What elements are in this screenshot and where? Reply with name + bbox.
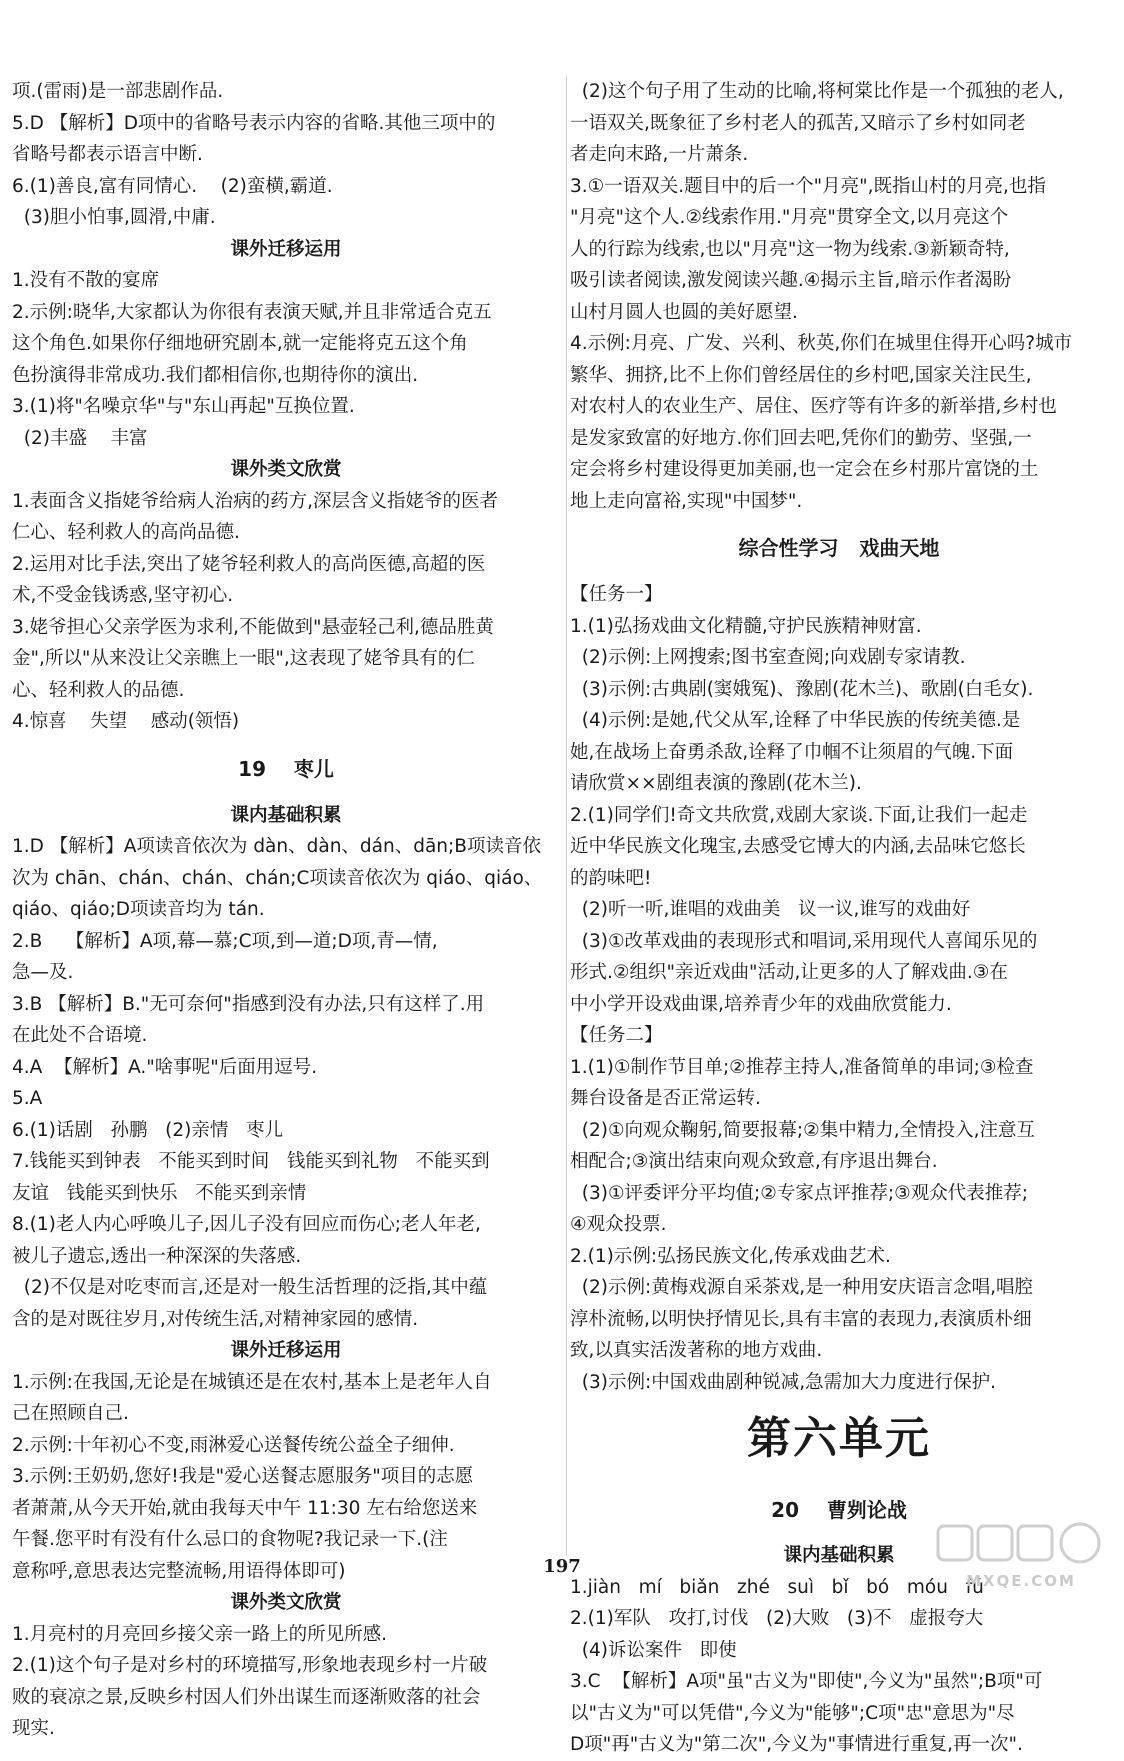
section-heading: 课外类文欣赏 [230, 459, 342, 480]
answer-line: 2.(1)军队 攻打,讨伐 (2)大败 (3)不 虚报夸大 [570, 1608, 984, 1629]
answer-line: 2.示例:十年初心不变,雨淋爱心送餐传统公益全子细伸. [12, 1434, 455, 1456]
answer-line: 1.示例:在我国,无论是在城镇还是在农村,基本上是老年人自 [12, 1371, 492, 1393]
answer-line: 形式.②组织"亲近戏曲"活动,让更多的人了解戏曲.③在 [570, 962, 1008, 983]
answer-line: 她,在战场上奋勇杀敌,诠释了巾帼不让须眉的气魄.下面 [570, 741, 1014, 763]
answer-line: 含的是对既往岁月,对传统生活,对精神家园的感情. [12, 1308, 419, 1330]
answer-line: ④观众投票. [570, 1214, 667, 1235]
right-column [570, 76, 1108, 1761]
answer-line: 1.D 【解析】A项读音依次为 dàn、dàn、dán、dān;B项读音依 [12, 836, 541, 857]
watermark-text: MXQE.COM [966, 1572, 1076, 1590]
answer-line: (2)①向观众鞠躬,简要报幕;②集中精力,全情投入,注意互 [570, 1119, 1036, 1141]
answer-line: 色扮演得非常成功.我们都相信你,也期待你的演出. [12, 364, 419, 386]
answer-line: 一语双关,既象征了乡村老人的孤苦,又暗示了乡村如同老 [570, 112, 1026, 134]
answer-line: "月亮"这个人.②线索作用."月亮"贯穿全文,以月亮这个 [570, 207, 1009, 228]
answer-line: 2.运用对比手法,突出了姥爷轻利救人的高尚医德,高超的医 [12, 553, 486, 575]
answer-line: 术,不受金钱诱惑,坚守初心. [12, 585, 234, 606]
answer-line: (2)这个句子用了生动的比喻,将柯棠比作是一个孤独的老人, [570, 81, 1064, 102]
answer-line: 6.(1)话剧 孙鹏 (2)亲情 枣儿 [12, 1119, 283, 1141]
answer-line: qiáo、qiáo;D项读音均为 tán. [12, 899, 265, 920]
answer-line: 3.①一语双关.题目中的后一个"月亮",既指山村的月亮,也指 [570, 175, 1046, 197]
answer-line: (2)丰盛 丰富 [12, 427, 148, 449]
answer-line: 5.D 【解析】D项中的省略号表示内容的省略.其他三项中的 [12, 112, 496, 134]
answer-line: 3.姥爷担心父亲学医为求利,不能做到"悬壶轻己利,德品胜黄 [12, 616, 494, 638]
answer-line: 2.(1)这个句子是对乡村的环境描写,形象地表现乡村一片破 [12, 1655, 488, 1676]
answer-line: 1.jiàn mí biǎn zhé suì bǐ bó móu fú [570, 1576, 984, 1598]
answer-line: 这个角色.如果你仔细地研究剧本,就一定能将克五这个角 [12, 333, 468, 354]
unit-title: 第六单元 [747, 1413, 931, 1464]
answer-line: (3)示例:古典剧(窦娥冤)、豫剧(花木兰)、歌剧(白毛女). [570, 678, 1034, 700]
answer-line: 【任务二】 [570, 1025, 663, 1046]
answer-line: (3)胆小怕事,圆滑,中庸. [12, 207, 216, 228]
section-heading: 课外迁移运用 [230, 1340, 342, 1361]
answer-line: 者走向末路,一片萧条. [570, 144, 749, 165]
answer-line: 在此处不合语境. [12, 1025, 148, 1046]
answer-line: 2.(1)示例:弘扬民族文化,传承戏曲艺术. [570, 1245, 891, 1267]
answer-line: 以"古义为"可以凭借",今义为"能够";C项"忠"意思为"尽 [570, 1702, 1015, 1724]
answer-line: 舞台设备是否正常运转. [570, 1088, 761, 1109]
answer-line: 对农村人的农业生产、居住、医疗等有许多的新举措,乡村也 [570, 396, 1057, 417]
answer-line: 是发家致富的好地方.你们回去吧,凭你们的勤劳、坚强,一 [570, 427, 1032, 449]
answer-line: (2)示例:黄梅戏源自采茶戏,是一种用安庆语言念唱,唱腔 [570, 1277, 1033, 1298]
answer-line: 地上走向富裕,实现"中国梦". [570, 490, 803, 512]
answer-line: 被儿子遗忘,透出一种深深的失落感. [12, 1245, 302, 1267]
answer-line: (2)听一听,谁唱的戏曲美 议一议,谁写的戏曲好 [570, 899, 971, 920]
answer-line: 7.钱能买到钟表 不能买到时间 钱能买到礼物 不能买到 [12, 1151, 490, 1172]
answer-line: 3.B 【解析】B."无可奈何"指感到没有办法,只有这样了.用 [12, 993, 485, 1015]
answer-line: 山村月圆人也圆的美好愿望. [570, 301, 798, 323]
answer-line: 4.惊喜 失望 感动(领悟) [12, 711, 240, 732]
answer-line: 败的衰凉之景,反映乡村因人们外出谋生而逐渐败落的社会 [12, 1686, 481, 1708]
lesson-title: 20 曹刿论战 [771, 1498, 907, 1522]
left-column [12, 76, 560, 1745]
page-number: 197 [543, 1556, 581, 1577]
answer-line: 致,以真实活泼著称的地方戏曲. [570, 1340, 823, 1361]
answer-line: 友谊 钱能买到快乐 不能买到亲情 [12, 1182, 307, 1204]
answer-line: 心、轻利救人的品德. [12, 679, 185, 701]
answer-line: 3.C 【解析】A项"虽"古义为"即使",今义为"虽然";B项"可 [570, 1671, 1043, 1692]
answer-line: 3.(1)将"名噪京华"与"东山再起"互换位置. [12, 396, 355, 417]
answer-line: 2.示例:晓华,大家都认为你很有表演天赋,并且非常适合克五 [12, 301, 492, 323]
answer-line: 定会将乡村建设得更加美丽,也一定会在乡村那片富饶的土 [570, 459, 1039, 480]
answer-line: 相配合;③演出结束向观众致意,有序退出舞台. [570, 1151, 938, 1172]
answer-line: 1.没有不散的宴席 [12, 270, 160, 291]
lesson-title: 19 枣儿 [238, 756, 334, 781]
watermark-logo [932, 1522, 1110, 1592]
answer-line: 人的行踪为线索,也以"月亮"这一物为线索.③新颖奇特, [570, 238, 1010, 260]
answer-line: 急—及. [12, 962, 74, 983]
answer-line: 吸引读者阅读,激发阅读兴趣.④揭示主旨,暗示作者渴盼 [570, 270, 1012, 291]
answer-line: 的韵味吧! [570, 867, 652, 889]
answer-line: 请欣赏××剧组表演的豫剧(花木兰). [570, 773, 862, 794]
answer-line: 繁华、拥挤,比不上你们曾经居住的乡村吧,国家关注民生, [570, 364, 1032, 386]
answer-line: 1.月亮村的月亮回乡接父亲一路上的所见所感. [12, 1623, 388, 1645]
answer-line: (4)示例:是她,代父从军,诠释了中华民族的传统美德.是 [570, 710, 1021, 731]
section-heading: 课内基础积累 [783, 1545, 895, 1566]
answer-line: (4)诉讼案件 即使 [570, 1639, 737, 1661]
answer-line: 1.(1)①制作节目单;②推荐主持人,准备简单的串词;③检查 [570, 1056, 1034, 1078]
section-heading: 课外迁移运用 [230, 238, 342, 260]
answer-line: D项"再"古义为"第二次",今义为"事情进行重复,再一次". [570, 1734, 1023, 1755]
answer-line: (2)示例:上网搜索;图书室查阅;向戏剧专家请教. [570, 647, 966, 668]
lesson-title: 综合性学习 戏曲天地 [738, 536, 940, 560]
answer-line: (3)①改革戏曲的表现形式和唱词,采用现代人喜闻乐见的 [570, 930, 1038, 952]
answer-line: 2.B 【解析】A项,幕—慕;C项,到—道;D项,青—情, [12, 930, 438, 952]
answer-line: 己在照顾自己. [12, 1403, 129, 1424]
section-heading: 课外类文欣赏 [230, 1592, 342, 1613]
answer-line: 项.(雷雨)是一部悲剧作品. [12, 81, 224, 102]
answer-line: 4.A 【解析】A."啥事呢"后面用逗号. [12, 1056, 318, 1078]
answer-line: 中小学开设戏曲课,培养青少年的戏曲欣赏能力. [570, 993, 952, 1015]
answer-line: 5.A [12, 1088, 43, 1109]
answer-line: 金",所以"从来没让父亲瞧上一眼",这表现了姥爷具有的仁 [12, 648, 475, 669]
answer-line: 次为 chān、chán、chán、chán;C项读音依次为 qiáo、qiáo、 [12, 867, 543, 889]
answer-line: (2)不仅是对吃枣而言,还是对一般生活哲理的泛指,其中蕴 [12, 1277, 488, 1298]
answer-line: 3.示例:王奶奶,您好!我是"爱心送餐志愿服务"项目的志愿 [12, 1466, 474, 1487]
answer-line: 4.示例:月亮、广发、兴利、秋英,你们在城里住得开心吗?城市 [570, 333, 1073, 354]
watermark-badge-icon [932, 1522, 1110, 1572]
answer-line: 淳朴流畅,以明快抒情见长,具有丰富的表现力,表演质朴细 [570, 1308, 1032, 1330]
answer-line: 仁心、轻利救人的高尚品德. [12, 522, 240, 543]
answer-line: (3)示例:中国戏曲剧种锐减,急需加大力度进行保护. [570, 1371, 996, 1393]
answer-line: 1.表面含义指姥爷给病人治病的药方,深层含义指姥爷的医者 [12, 490, 499, 512]
answer-line: (3)①评委评分平均值;②专家点评推荐;③观众代表推荐; [570, 1182, 1028, 1204]
answer-line: 意称呼,意思表达完整流畅,用语得体即可) [12, 1560, 346, 1582]
answer-line: 省略号都表示语言中断. [12, 144, 203, 165]
answer-line: 午餐.您平时有没有什么忌口的食物呢?我记录一下.(注 [12, 1529, 448, 1550]
section-heading: 课内基础积累 [230, 804, 342, 826]
answer-line: 【任务一】 [570, 584, 663, 605]
answer-line: 8.(1)老人内心呼唤儿子,因儿子没有回应而伤心;老人年老, [12, 1214, 481, 1235]
answer-line: 现实. [12, 1718, 55, 1739]
answer-line: 近中华民族文化瑰宝,去感受它博大的内涵,去品味它悠长 [570, 836, 1026, 857]
column-divider [566, 76, 567, 1556]
answer-line: 2.(1)同学们!奇文共欣赏,戏剧大家谈.下面,让我们一起走 [570, 804, 1028, 826]
answer-line: 1.(1)弘扬戏曲文化精髓,守护民族精神财富. [570, 615, 922, 637]
answer-line: 6.(1)善良,富有同情心. (2)蛮横,霸道. [12, 175, 333, 197]
answer-line: 者萧萧,从今天开始,就由我每天中午 11:30 左右给您送来 [12, 1497, 478, 1519]
